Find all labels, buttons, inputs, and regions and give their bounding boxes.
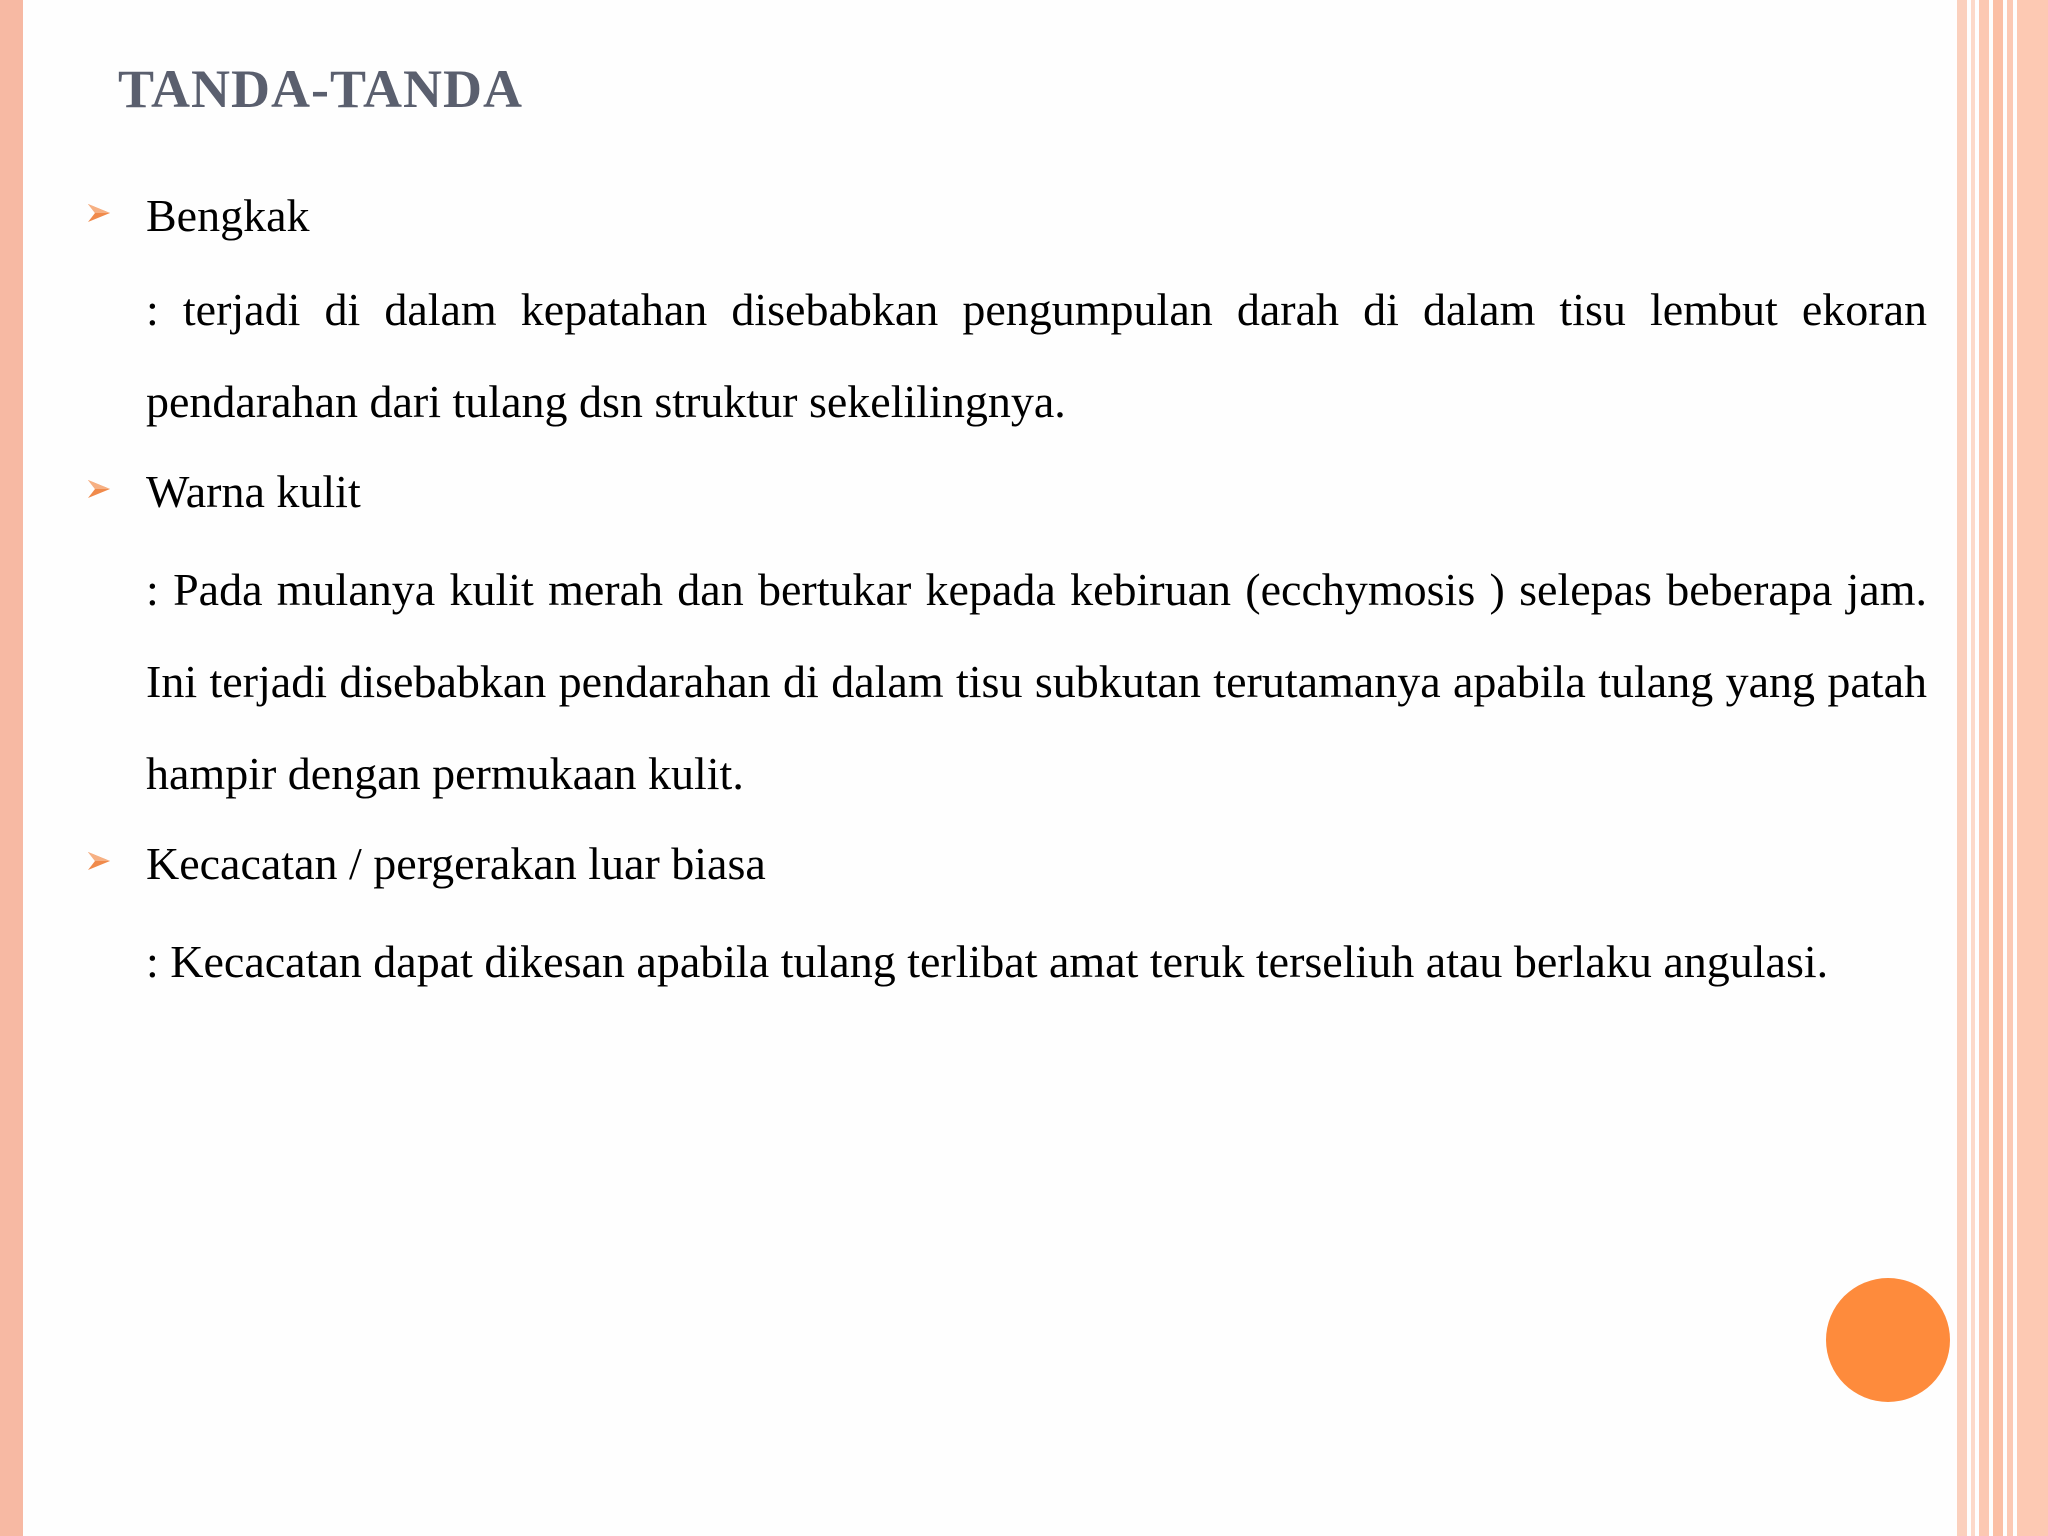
list-item-heading: Kecacatan / pergerakan luar biasa: [146, 838, 766, 889]
list-item: [84, 456, 1927, 820]
right-stripe-decoration: [1955, 0, 2048, 1536]
slide-title: TANDA-TANDA: [118, 59, 523, 119]
stripe: [2017, 0, 2048, 1536]
stripe: [1971, 0, 1975, 1536]
list-item-heading: Warna kulit: [146, 466, 361, 517]
arrowhead-bullet-icon: [86, 478, 112, 500]
left-border-decoration: [0, 0, 23, 1536]
list-item-description: : Pada mulanya kulit merah dan bertukar kepada kebiruan (ecchymosis ) selepas beberapa jam. Ini terjadi disebabkan pendarahan di dalam tisu subkutan terutamanya apabila tulang yang patah hampir dengan permukaan kulit.: [146, 564, 1927, 799]
bullet-list: [84, 180, 1927, 1016]
list-item-description: : terjadi di dalam kepatahan disebabkan pengumpulan darah di dalam tisu lembut ekoran pendarahan dari tulang dsn struktur sekelilingnya.: [146, 284, 1927, 427]
list-item-heading: Bengkak: [146, 190, 310, 241]
arrowhead-bullet-icon: [86, 202, 112, 224]
stripe: [2007, 0, 2013, 1536]
arrowhead-bullet-icon: [86, 850, 112, 872]
accent-circle: [1826, 1278, 1950, 1402]
list-item-description: : Kecacatan dapat dikesan apabila tulang terlibat amat teruk terseliuh atau berlaku angulasi.: [146, 936, 1829, 987]
list-item: [84, 180, 1927, 448]
stripe: [1993, 0, 2003, 1536]
stripe: [1957, 0, 1967, 1536]
stripe: [1979, 0, 1989, 1536]
list-item: [84, 828, 1927, 1008]
